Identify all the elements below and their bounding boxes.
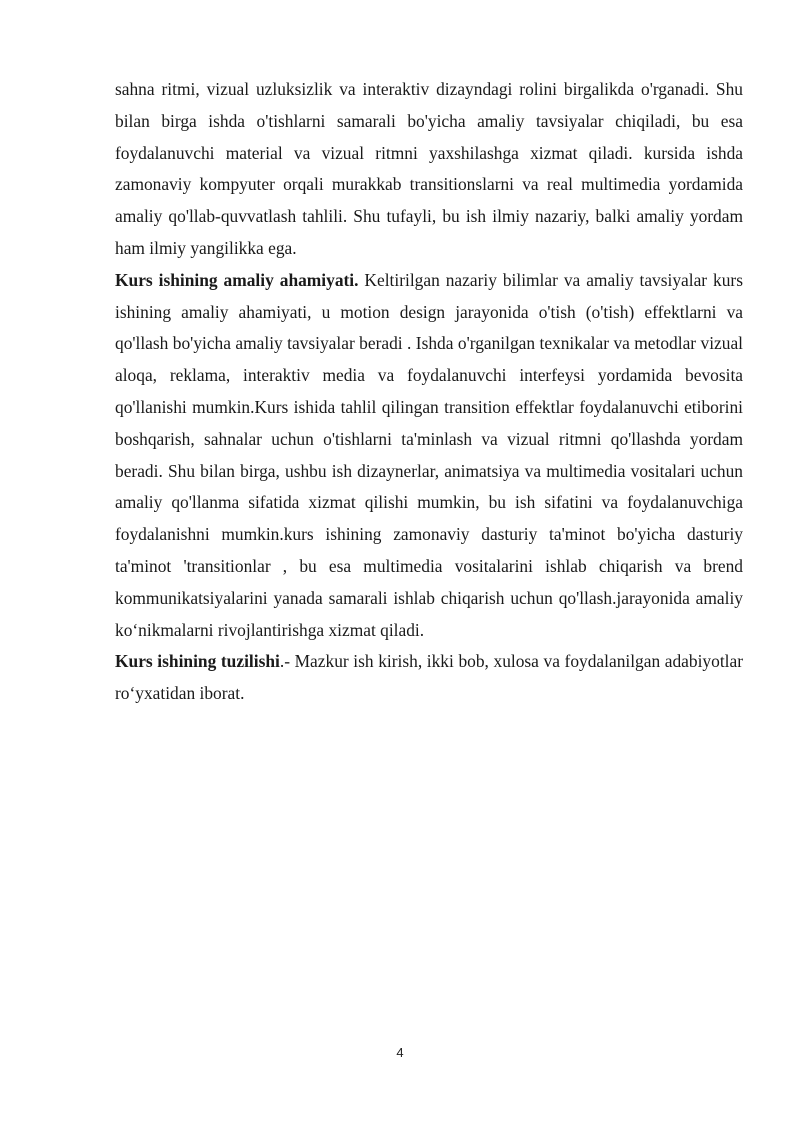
paragraph-structure	[115, 646, 743, 710]
page-body	[115, 74, 743, 710]
paragraph-intro-continuation	[115, 74, 743, 265]
paragraph-text: Keltirilgan nazariy bilimlar va amaliy tavsiyalar kurs ishining amaliy ahamiyati, u motion design jarayonida o'tish (o'tish) effektlarni va qo'llash bo'yicha amaliy tavsiyalar beradi . Ishda o'rganilgan texnikalar va metodlar vizual aloqa, reklama, interaktiv media va foydalanuvchi interfeysi yordamida bevosita qo'llanishi mumkin.Kurs ishida tahlil qilingan transition effektlar foydalanuvchi etiborini boshqarish, sahnalar uchun o'tishlarni ta'minlash va vizual ritmni qo'llashda yordam beradi. Shu bilan birga, ushbu ish dizaynerlar, animatsiya va multimedia vositalari uchun amaliy qo'llanma sifatida xizmat qilishi mumkin, bu ish sifatini va foydalanuvchiga foydalanishni mumkin.kurs ishining zamonaviy dasturiy ta'minot bo'yicha dasturiy ta'minot 'transitionlar , bu esa multimedia vositalarini ishlab chiqarish va brend kommunikatsiyalarini yanada samarali ishlab chiqarish uchun qo'llash.jarayonida amaliy ko‘nikmalarni rivojlantirishga xizmat qiladi.	[115, 269, 743, 640]
paragraph-text: .- Mazkur ish kirish, ikki bob, xulosa va foydalanilgan adabiyotlar ro‘yxatidan iborat.	[115, 651, 743, 704]
paragraph-practical-significance	[115, 265, 743, 647]
paragraph-text: sahna ritmi, vizual uzluksizlik va interaktiv dizayndagi rolini birgalikda o'rganadi. Shu bilan birga ishda o'tishlarni samarali bo'yicha amaliy tavsiyalar chiqiladi, bu esa foydalanuvchi material va vizual ritmni yaxshilashga xizmat qiladi. kursida ishda zamonaviy kompyuter orqali murakkab transitionslarni va real multimedia yordamida amaliy qo'llab-quvvatlash tahlili. Shu tufayli, bu ish ilmiy nazariy, balki amaliy yordam ham ilmiy yangilikka ega.	[115, 79, 743, 258]
paragraph-heading: Kurs ishining tuzilishi	[115, 651, 280, 672]
paragraph-heading: Kurs ishining amaliy ahamiyati.	[115, 269, 359, 290]
page-number: 4	[396, 1045, 404, 1060]
